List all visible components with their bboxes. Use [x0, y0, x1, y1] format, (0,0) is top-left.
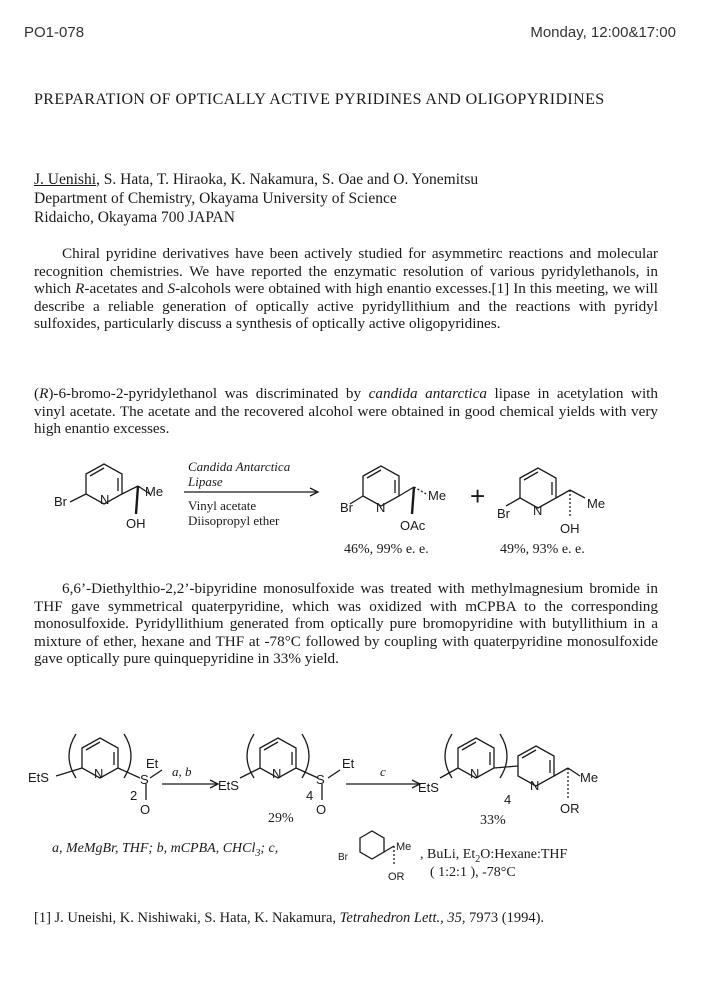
pyridine-ring [360, 831, 384, 859]
sulfur-label: S [316, 772, 325, 787]
paragraph-resolution: (R)-6-bromo-2-pyridylethanol was discriminated by candida antarctica lipase in acetylation with vinyl acetate. The acetate and the recovered alcohol were obtained in good chemical yields with very high enantio excesses. [34, 385, 658, 438]
repeat-count: 4 [306, 788, 314, 803]
yield-alcohol: 49%, 93% e. e. [500, 542, 585, 557]
ethyl-label: Et [342, 756, 355, 771]
bromo-label: Br [497, 506, 510, 521]
methyl-label: Me [580, 770, 599, 785]
department: Department of Chemistry, Okayama University of Science [34, 190, 397, 207]
plus-sign: + [470, 481, 486, 511]
paragraph-quinquepyridine: 6,6’-Diethylthio-2,2’-bipyridine monosulfoxide was treated with methylmagnesium bromide in THF gave symmetrical quaterpyridine, which was oxidized with mCPBA to the corresponding monosulfoxide. Pyridyllithium generated from optically pure bromopyridine with butyllithium in a mixture of ether, hexane and THF at -78°C followed by coupling with quaterpyridine monosulfoxide gave optically pure quinquepyridine in 33% yield. [34, 580, 658, 668]
repeat-count: 4 [504, 792, 512, 807]
nitrogen-label: N [272, 766, 282, 781]
bracket-right [500, 734, 507, 778]
bromo-label: Br [340, 500, 353, 515]
methyl-label: Me [428, 488, 447, 503]
paragraph-intro: Chiral pyridine derivatives have been actively studied for asymmetirc reactions and molecular recognition chemistries. We have reported the enzymatic resolution of various pyridylethanols, in which R-acetates and S-alcohols were obtained with high enantio excesses.[1] In this meeting, we will describe a reliable generation of optically active pyridyllithium and the reactions with pyridyl sulfoxides, particularly discuss a synthesis of optically active oligopyridines. [34, 245, 658, 333]
methyl-label: Me [587, 496, 606, 511]
nitrogen-label: N [530, 778, 540, 793]
acetate-label: OAc [400, 518, 426, 533]
presenting-author: J. Uenishi [34, 171, 96, 188]
repeat-count: 2 [130, 788, 138, 803]
lipase-label: Lipase [188, 474, 223, 489]
bromo-label: Br [54, 494, 67, 509]
bromo-label: Br [338, 852, 348, 863]
sulfur-label: S [140, 772, 149, 787]
hydroxyl-label: OH [126, 516, 146, 531]
oxygen-label: O [140, 802, 151, 817]
nitrogen-label: N [533, 503, 543, 518]
oxy-label: OR [560, 801, 580, 816]
coauthors: , S. Hata, T. Hiraoka, K. Nakamura, S. Oae and O. Yonemitsu [96, 171, 479, 188]
conditions-ratio: ( 1:2:1 ), -78°C [430, 865, 516, 880]
ethylthio-label: EtS [28, 770, 49, 785]
conditions-reagents: , BuLi, $Et_2O:Hexane:THF$ [420, 847, 568, 865]
step-label-c: c [380, 764, 386, 779]
nitrogen-label: N [376, 500, 386, 515]
nitrogen-label: N [470, 766, 480, 781]
ethylthio-label: EtS [418, 780, 439, 795]
address: Ridaicho, Okayama 700 JAPAN [34, 209, 235, 226]
yield-quaterpyridine: 29% [268, 811, 294, 826]
hydroxyl-label: OH [560, 521, 580, 536]
enzyme-name: Candida Antarctica [188, 459, 291, 474]
yield-acetate: 46%, 99% e. e. [344, 542, 429, 557]
session-time: Monday, 12:00&17:00 [530, 24, 676, 41]
oxy-label: OR [388, 871, 405, 883]
conditions-line1: a, MeMgBr, THF; b, mCPBA, CHCl$_3$; c, [52, 841, 279, 859]
methyl-label: Me [396, 841, 412, 853]
ethylthio-label: EtS [218, 778, 239, 793]
nitrogen-label: N [94, 766, 104, 781]
reagent-vinyl-acetate: Vinyl acetate [188, 498, 257, 513]
nitrogen-label: N [100, 492, 110, 507]
methyl-label: Me [145, 484, 164, 499]
solvent-label: Diisopropyl ether [188, 513, 280, 528]
oxygen-label: O [316, 802, 327, 817]
yield-quinquepyridine: 33% [480, 813, 506, 828]
ethyl-label: Et [146, 756, 159, 771]
reference-1: [1] J. Uneishi, K. Nishiwaki, S. Hata, K. Nakamura, Tetrahedron Lett., 35, 7973 (1994). [34, 910, 545, 926]
step-label-ab: a, b [172, 764, 192, 779]
paper-title: PREPARATION OF OPTICALLY ACTIVE PYRIDINES AND OLIGOPYRIDINES [34, 91, 605, 108]
page-code: PO1-078 [24, 24, 85, 41]
